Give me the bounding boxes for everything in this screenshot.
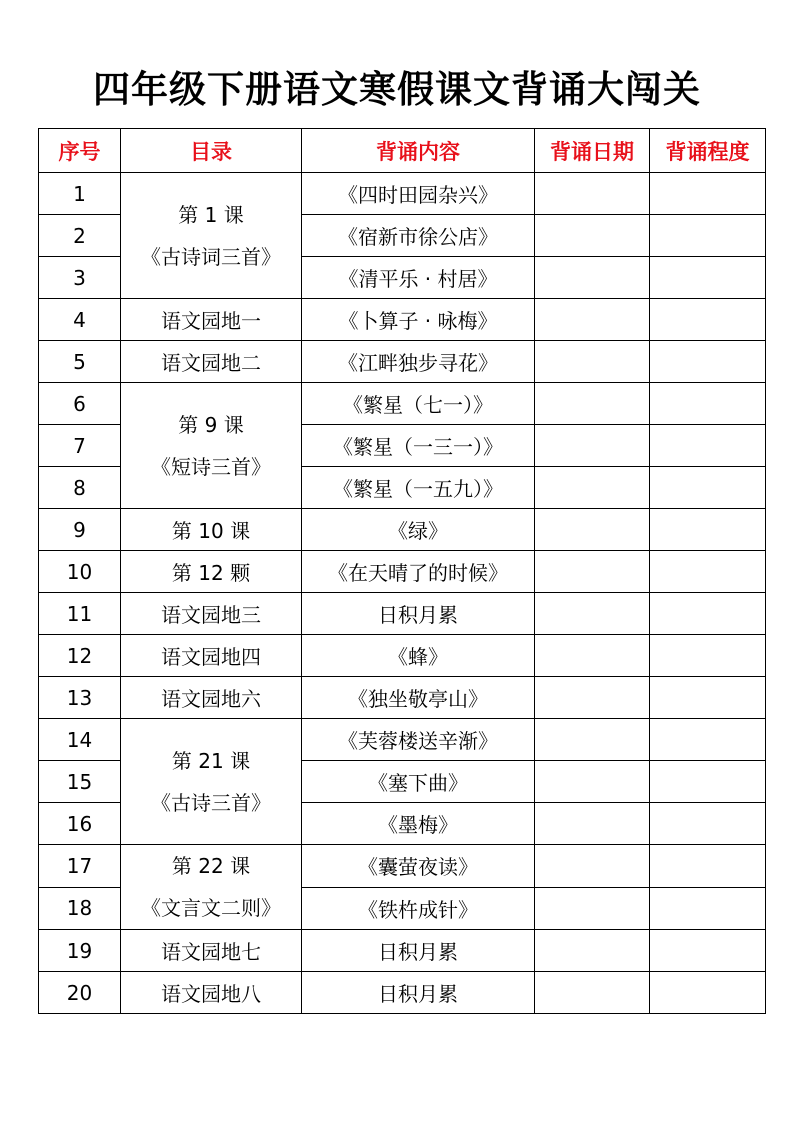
header-index: 序号: [39, 129, 121, 173]
date-cell[interactable]: [535, 635, 650, 677]
date-cell[interactable]: [535, 173, 650, 215]
date-cell[interactable]: [535, 593, 650, 635]
lesson-title: 第 1 课: [178, 202, 244, 227]
row-number: 17: [39, 845, 121, 888]
lesson-cell: 第 12 颗: [121, 551, 302, 593]
table-row: [39, 972, 766, 1014]
date-cell[interactable]: [535, 341, 650, 383]
row-number: 11: [39, 593, 121, 635]
row-number: 18: [39, 887, 121, 930]
recitation-content: 《芙蓉楼送辛渐》: [302, 719, 535, 761]
header-row: [39, 129, 766, 173]
table-row: [39, 299, 766, 341]
recitation-content: 《宿新市徐公店》: [302, 215, 535, 257]
level-cell[interactable]: [650, 761, 766, 803]
date-cell[interactable]: [535, 930, 650, 972]
level-cell[interactable]: [650, 173, 766, 215]
level-cell[interactable]: [650, 887, 766, 930]
level-cell[interactable]: [650, 383, 766, 425]
header-content: 背诵内容: [302, 129, 535, 173]
date-cell[interactable]: [535, 215, 650, 257]
lesson-cell: [121, 173, 302, 299]
date-cell[interactable]: [535, 761, 650, 803]
lesson-cell: [121, 383, 302, 509]
lesson-subtitle: 《古诗三首》: [151, 790, 271, 815]
recitation-content: 《铁杵成针》: [302, 887, 535, 930]
recitation-content: 《繁星（七一）》: [302, 383, 535, 425]
recitation-content: 《繁星（一五九）》: [302, 467, 535, 509]
lesson-cell: 语文园地八: [121, 972, 302, 1014]
row-number: 13: [39, 677, 121, 719]
recitation-content: 《江畔独步寻花》: [302, 341, 535, 383]
date-cell[interactable]: [535, 509, 650, 551]
row-number: 5: [39, 341, 121, 383]
table-row: [39, 551, 766, 593]
table-row: [39, 341, 766, 383]
recitation-content: 《绿》: [302, 509, 535, 551]
lesson-cell: 语文园地一: [121, 299, 302, 341]
date-cell[interactable]: [535, 887, 650, 930]
row-number: 15: [39, 761, 121, 803]
date-cell[interactable]: [535, 845, 650, 888]
table-row: [39, 719, 766, 761]
date-cell[interactable]: [535, 467, 650, 509]
date-cell[interactable]: [535, 383, 650, 425]
table-row: [39, 593, 766, 635]
date-cell[interactable]: [535, 677, 650, 719]
recitation-content: 《蜂》: [302, 635, 535, 677]
header-date: 背诵日期: [535, 129, 650, 173]
lesson-subtitle: 《文言文二则》: [141, 896, 281, 920]
date-cell[interactable]: [535, 719, 650, 761]
level-cell[interactable]: [650, 635, 766, 677]
row-number: 7: [39, 425, 121, 467]
lesson-cell: 语文园地三: [121, 593, 302, 635]
header-level: 背诵程度: [650, 129, 766, 173]
date-cell[interactable]: [535, 299, 650, 341]
table-row: [39, 509, 766, 551]
row-number: 6: [39, 383, 121, 425]
level-cell[interactable]: [650, 299, 766, 341]
level-cell[interactable]: [650, 509, 766, 551]
row-number: 3: [39, 257, 121, 299]
level-cell[interactable]: [650, 257, 766, 299]
lesson-subtitle: 《短诗三首》: [151, 454, 271, 479]
table-row: [39, 845, 766, 888]
table-row: [39, 635, 766, 677]
row-number: 14: [39, 719, 121, 761]
date-cell[interactable]: [535, 551, 650, 593]
table-row: [39, 383, 766, 425]
row-number: 2: [39, 215, 121, 257]
level-cell[interactable]: [650, 425, 766, 467]
recitation-content: 《清平乐 · 村居》: [302, 257, 535, 299]
row-number: 12: [39, 635, 121, 677]
level-cell[interactable]: [650, 719, 766, 761]
row-number: 16: [39, 803, 121, 845]
table-row: [39, 173, 766, 215]
recitation-content: 日积月累: [302, 972, 535, 1014]
lesson-title: 第 9 课: [178, 412, 244, 437]
recitation-content: 《墨梅》: [302, 803, 535, 845]
lesson-cell: [121, 845, 302, 930]
lesson-cell: [121, 719, 302, 845]
recitation-content: 《塞下曲》: [302, 761, 535, 803]
recitation-content: 《独坐敬亭山》: [302, 677, 535, 719]
recitation-content: 《卜算子 · 咏梅》: [302, 299, 535, 341]
level-cell[interactable]: [650, 930, 766, 972]
row-number: 20: [39, 972, 121, 1014]
row-number: 4: [39, 299, 121, 341]
lesson-cell: 语文园地二: [121, 341, 302, 383]
date-cell[interactable]: [535, 425, 650, 467]
level-cell[interactable]: [650, 803, 766, 845]
lesson-cell: 第 10 课: [121, 509, 302, 551]
recitation-content: 《在天晴了的时候》: [302, 551, 535, 593]
table-row: [39, 930, 766, 972]
recitation-table: [38, 128, 766, 1014]
level-cell[interactable]: [650, 341, 766, 383]
page-title: 四年级下册语文寒假课文背诵大闯关: [93, 68, 701, 111]
header-catalog: 目录: [121, 129, 302, 173]
recitation-content: 日积月累: [302, 593, 535, 635]
row-number: 19: [39, 930, 121, 972]
date-cell[interactable]: [535, 803, 650, 845]
recitation-content: 《繁星（一三一）》: [302, 425, 535, 467]
lesson-title: 第 22 课: [171, 854, 251, 878]
date-cell[interactable]: [535, 257, 650, 299]
level-cell[interactable]: [650, 551, 766, 593]
lesson-cell: 语文园地四: [121, 635, 302, 677]
date-cell[interactable]: [535, 972, 650, 1014]
lesson-title: 第 21 课: [171, 748, 251, 773]
lesson-cell: 语文园地六: [121, 677, 302, 719]
recitation-content: 《四时田园杂兴》: [302, 173, 535, 215]
row-number: 8: [39, 467, 121, 509]
lesson-subtitle: 《古诗词三首》: [141, 244, 281, 269]
lesson-cell: 语文园地七: [121, 930, 302, 972]
level-cell[interactable]: [650, 845, 766, 888]
table-row: [39, 677, 766, 719]
level-cell[interactable]: [650, 972, 766, 1014]
level-cell[interactable]: [650, 215, 766, 257]
level-cell[interactable]: [650, 677, 766, 719]
row-number: 9: [39, 509, 121, 551]
recitation-content: 《囊萤夜读》: [302, 845, 535, 888]
row-number: 10: [39, 551, 121, 593]
recitation-content: 日积月累: [302, 930, 535, 972]
level-cell[interactable]: [650, 593, 766, 635]
level-cell[interactable]: [650, 467, 766, 509]
row-number: 1: [39, 173, 121, 215]
